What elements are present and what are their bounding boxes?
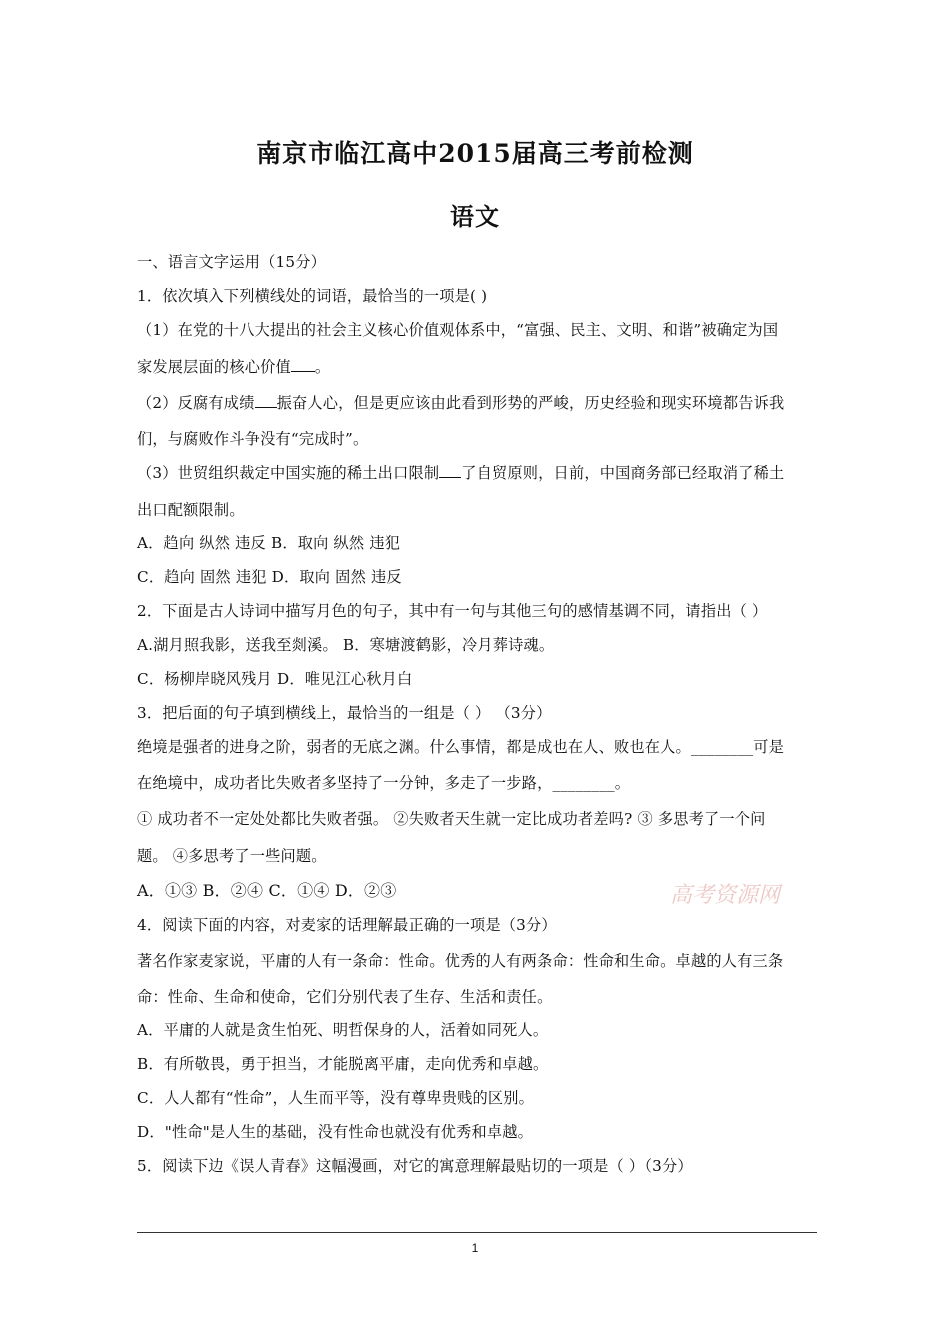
document-subject: 语文 [450,202,500,231]
question-3-options: A．①③ B．②④ C．①④ D．②③ [137,881,397,900]
question-4-option-d: D．"性命"是人生的基础，没有性命也就没有优秀和卓越。 [137,1123,534,1141]
question-4-stem: 4．阅读下面的内容，对麦家的话理解最正确的一项是（3分） [137,916,557,934]
text-segment: （2）反腐有成绩 [137,394,255,412]
question-2-stem: 2．下面是古人诗词中描写月色的句子，其中有一句与其他三句的感情基调不同，请指出（ ） [137,602,768,620]
text-segment: 。 [314,358,331,376]
watermark-text: 高考资源网 [669,883,781,908]
document-title: 南京市临江高中2015届高三考前检测 [256,139,694,168]
text-segment: 振奋人心，但是更应该由此看到形势的严峻，历史经验和现实环境都告诉我 [276,394,785,412]
fill-blank [439,463,461,478]
question-3-choices-line-1: ① 成功者不一定处处都比失败者强。 ②失败者天生就一定比成功者差吗? ③ 多思考了一个问 [137,810,766,828]
section-heading: 一、语言文字运用（15分） [137,253,326,271]
question-3-passage-line-1: 绝境是强者的进身之阶，弱者的无底之渊。什么事情，都是成也在人、败也在人。________可是 [137,738,785,756]
question-5-stem: 5．阅读下边《误人青春》这幅漫画，对它的寓意理解最贴切的一项是（ ）（3分） [137,1157,693,1175]
question-4-option-c: C．人人都有“性命”，人生而平等，没有尊卑贵贱的区别。 [137,1089,535,1107]
page-number: 1 [471,1241,479,1255]
question-1-sentence-3-line-2: 出口配额限制。 [137,501,245,519]
question-3-choices-line-2: 题。 ④多思考了一些问题。 [137,847,327,865]
question-1-sentence-3-line-1 [137,463,817,483]
question-1-sentence-2-line-2: 们，与腐败作斗争没有“完成时”。 [137,430,369,448]
text-segment: （3）世贸组织裁定中国实施的稀土出口限制 [137,464,440,482]
footer-divider [137,1232,817,1233]
text-segment: 家发展层面的核心价值 [137,358,291,376]
fill-blank [291,357,315,372]
question-1-options-cd: C．趋向 固然 违犯 D．取向 固然 违反 [137,568,402,586]
question-2-options-cd: C．杨柳岸晓风残月 D．唯见江心秋月白 [137,670,413,688]
watermark-stamp [655,880,795,910]
question-4-passage-line-1: 著名作家麦家说，平庸的人有一条命：性命。优秀的人有两条命：性命和生命。卓越的人有三条 [137,952,784,970]
question-1-options-ab: A．趋向 纵然 违反 B．取向 纵然 违犯 [137,534,401,552]
text-segment: 了自贸原则，日前，中国商务部已经取消了稀土 [461,464,785,482]
question-3-stem: 3．把后面的句子填到横线上，最恰当的一组是（ ） （3分） [137,704,552,722]
question-2-options-ab: A.湖月照我影，送我至剡溪。 B．寒塘渡鹤影，冷月葬诗魂。 [137,636,555,654]
question-3-passage-line-2: 在绝境中，成功者比失败者多坚持了一分钟，多走了一步路，________。 [137,774,631,792]
fill-blank [255,393,277,408]
question-4-passage-line-2: 命：性命、生命和使命，它们分别代表了生存、生活和责任。 [137,988,553,1006]
question-1-sentence-2-line-1 [137,393,817,413]
question-1-stem: 1．依次填入下列横线处的词语，最恰当的一项是( ) [137,287,488,305]
question-1-sentence-1-line-1: （1）在党的十八大提出的社会主义核心价值观体系中，“富强、民主、文明、和谐”被确定为国 [137,321,779,339]
question-4-option-a: A．平庸的人就是贪生怕死、明哲保身的人，活着如同死人。 [137,1021,549,1039]
question-1-sentence-1-line-2 [137,357,817,377]
question-4-option-b: B．有所敬畏，勇于担当，才能脱离平庸，走向优秀和卓越。 [137,1055,549,1073]
